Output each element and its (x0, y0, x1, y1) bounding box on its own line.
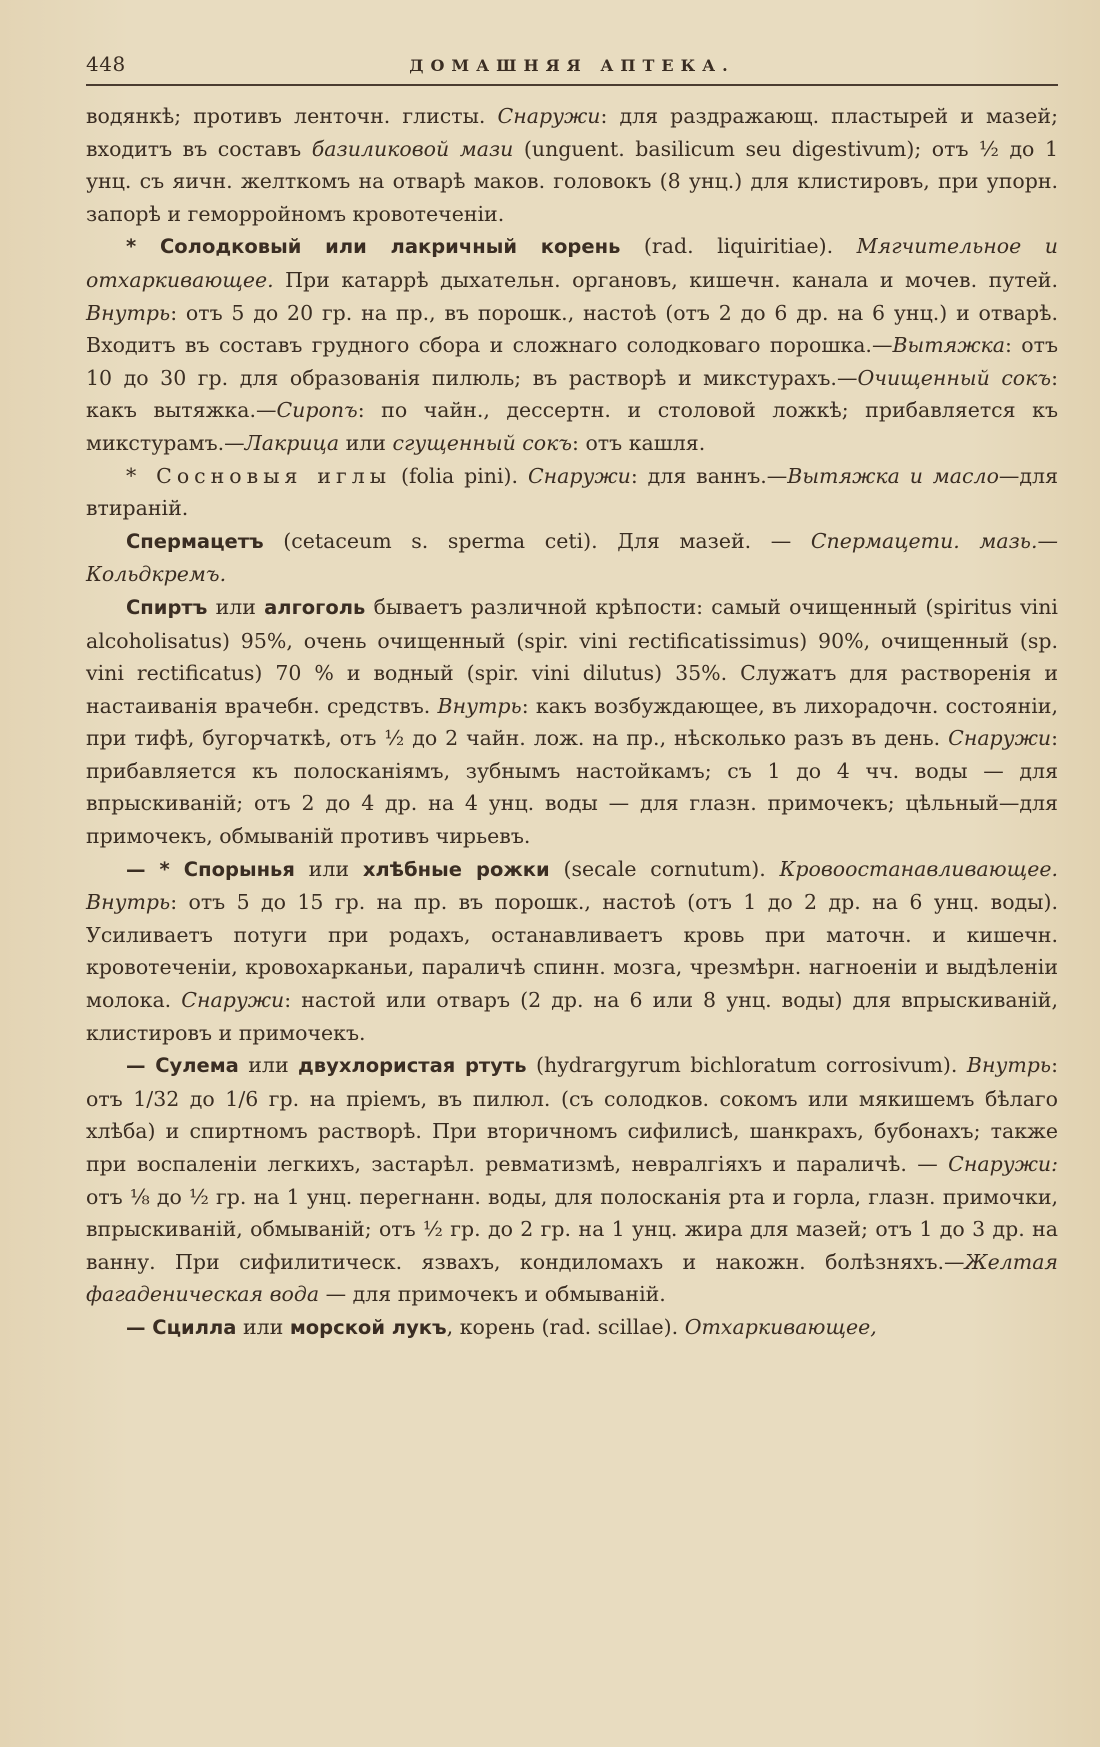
body-text: : по чайн., дессертн. и столовой ложкѣ; прибавляется къ микстурамъ.— (86, 398, 1058, 455)
body-text: отъ ⅛ до ½ гр. на 1 унц. перегнанн. воды, для полосканія рта и горла, глазн. примочки, впрыскиваній, обмываній; отъ ½ гр. до 2 гр. на 1 унц. жира для мазей; отъ 1 до 3 др. на ванну. При сифилитическ. язвахъ, кондиломахъ и накожн. болѣзняхъ.— (86, 1184, 1058, 1274)
body-text: (rad. liquiritiae). (620, 234, 857, 259)
italic-text: Вытяжка (892, 333, 1005, 358)
headword: Спиртъ (126, 595, 208, 619)
body-text: , корень (rad. scillae). (446, 1314, 685, 1339)
body-text: или (207, 594, 265, 619)
italic-text: Сиропъ (276, 398, 358, 423)
italic-text: Снаружи (181, 988, 285, 1013)
headword-spaced: * Сосновыя иглы (126, 463, 392, 488)
italic-text: Внутрь (86, 300, 171, 325)
running-head (86, 52, 1058, 86)
italic-text: Отхаркивающее, (684, 1314, 877, 1339)
paragraph-sporynya (86, 853, 1058, 1050)
body-text: : прибавляется къ полосканіямъ, зубнымъ настойкамъ; съ 1 до 4 чч. воды — для впрыскиваній; отъ 2 до 4 др. на 4 унц. воды — для глазн. примочекъ; цѣльный—для примочекъ, обмываній противъ чирьевъ. (86, 726, 1058, 849)
paragraph-spirt (86, 591, 1058, 853)
body-text: водянкѣ; противъ ленточн. глисты. (86, 104, 498, 128)
headword: — * Спорынья (126, 857, 295, 881)
body-text: : отъ 5 до 20 гр. на пр., въ порошк., настоѣ (отъ 2 до 6 др. на 6 унц.) и отварѣ. Входитъ въ составъ грудного сбора и сложнаго солодковаго порошка.— (86, 300, 1058, 358)
italic-text: Внутрь (966, 1053, 1052, 1078)
running-title: ДОМАШНЯЯ АПТЕКА. (409, 56, 735, 75)
headword: хлѣбные рожки (362, 857, 550, 881)
headword: * Солодковый или лакричный корень (126, 235, 621, 259)
body-text: (hydrargyrum bichloratum corrosivum). (526, 1053, 967, 1078)
italic-text: Лакрица (244, 430, 340, 455)
body-text: или (339, 430, 393, 455)
body-text: (folia pini). (391, 463, 528, 488)
body-text: или (236, 1314, 290, 1339)
paragraph-cont (86, 100, 1058, 230)
italic-text: Спермацети. мазь.—Кольдкремъ. (86, 528, 1058, 587)
paragraph-sosna (86, 460, 1058, 525)
headword: двухлористая ртуть (298, 1054, 527, 1078)
italic-text: Внутрь (437, 693, 522, 718)
body-text: При катаррѣ дыхательн. органовъ, кишечн. канала и мочев. путей. (273, 267, 1058, 292)
italic-text: Желтая фагаденическая вода (86, 1249, 1058, 1307)
italic-text: сгущенный сокъ (392, 430, 573, 455)
headword: — Сцилла (126, 1315, 237, 1339)
italic-text: Снаружи (497, 104, 601, 128)
headword: морской лукъ (289, 1315, 447, 1339)
italic-text: Мягчительное и отхаркивающее. (86, 234, 1058, 292)
italic-text: Снаружи (527, 463, 631, 488)
body-text: — для примочекъ и обмываній. (319, 1282, 666, 1307)
body-text: : отъ 10 до 30 гр. для образованія пилюль; въ растворѣ и микстурахъ.— (86, 333, 1058, 390)
headword: алгоголь (264, 595, 366, 619)
body-text: : отъ кашля. (572, 430, 706, 455)
body-text: : настой или отваръ (2 др. на 6 или 8 унц. воды) для впрыскиваній, клистировъ и примочекъ. (86, 988, 1058, 1045)
page-number: 448 (86, 52, 126, 76)
italic-text: базиликовой мази (311, 136, 514, 161)
body-text: или (294, 856, 363, 881)
body-text: (unguent. basilicum seu digestivum); отъ ½ до 1 унц. съ яичн. желткомъ на отварѣ маков. головокъ (8 унц.) для клистировъ, при упорн. запорѣ и геморройномъ кровотеченіи. (86, 136, 1058, 226)
body-text: (cetaceum s. sperma ceti). Для мазей. — (263, 528, 811, 553)
body-text: : отъ 1/32 до 1/6 гр. на пріемъ, въ пилюл. (съ солодков. сокомъ или мякишемъ бѣлаго хлѣба) и спиртномъ растворѣ. При вторичномъ сифилисѣ, шанкрахъ, бубонахъ; также при воспаленіи легкихъ, застарѣл. ревматизмѣ, невралгіяхъ и параличѣ. — (86, 1053, 1058, 1176)
paragraph-solodka (86, 230, 1058, 459)
body-text: бываетъ различной крѣпости: самый очищенный (spiritus vini alcoholisatus) 95%, очень очищенный (spir. vini rectificatissimus) 90%, очищенный (sp. vini rectificatus) 70 % и водный (spir. vini dilutus) 35%. Служатъ для растворенія и настаиванія врачебн. средствъ. (86, 594, 1058, 718)
body-text: (secale cornutum). (549, 856, 780, 881)
italic-text: Вытяжка и масло (787, 463, 999, 488)
body-text: : отъ 5 до 15 гр. на пр. въ порошк., настоѣ (отъ 1 до 2 др. на 6 унц. воды). Усиливаетъ потуги при родахъ, останавливаетъ кровь при маточн. и кишечн. кровотеченіи, кровохарканьи, параличѣ спинн. мозга, чрезмѣрн. нагноеніи и выдѣленіи молока. (86, 890, 1058, 1013)
body-text: : какъ возбуждающее, въ лихорадочн. состояніи, при тифѣ, бугорчаткѣ, отъ ½ до 2 чайн. лож. на пр., нѣсколько разъ въ день. (86, 693, 1058, 751)
paragraph-spermaceti (86, 525, 1058, 591)
italic-text: Очищенный сокъ (857, 365, 1052, 390)
italic-text: Снаружи (948, 726, 1052, 751)
headword: Спермацетъ (126, 529, 264, 553)
body-text: —для втираній. (86, 463, 1058, 521)
body-text: : какъ вытяжка.— (86, 365, 1058, 423)
headword: — Сулема (126, 1054, 239, 1078)
paragraph-scilla (86, 1311, 1058, 1345)
body-text: : для ваннъ.— (630, 463, 788, 488)
italic-text: Кровоостанавливающее. Внутрь (86, 856, 1059, 915)
page-body (86, 100, 1058, 1345)
body-text: или (238, 1053, 299, 1078)
paragraph-sulema (86, 1049, 1058, 1311)
body-text: : для раздражающ. пластырей и мазей; входитъ въ составъ (86, 104, 1059, 161)
italic-text: Снаружи: (948, 1152, 1058, 1176)
